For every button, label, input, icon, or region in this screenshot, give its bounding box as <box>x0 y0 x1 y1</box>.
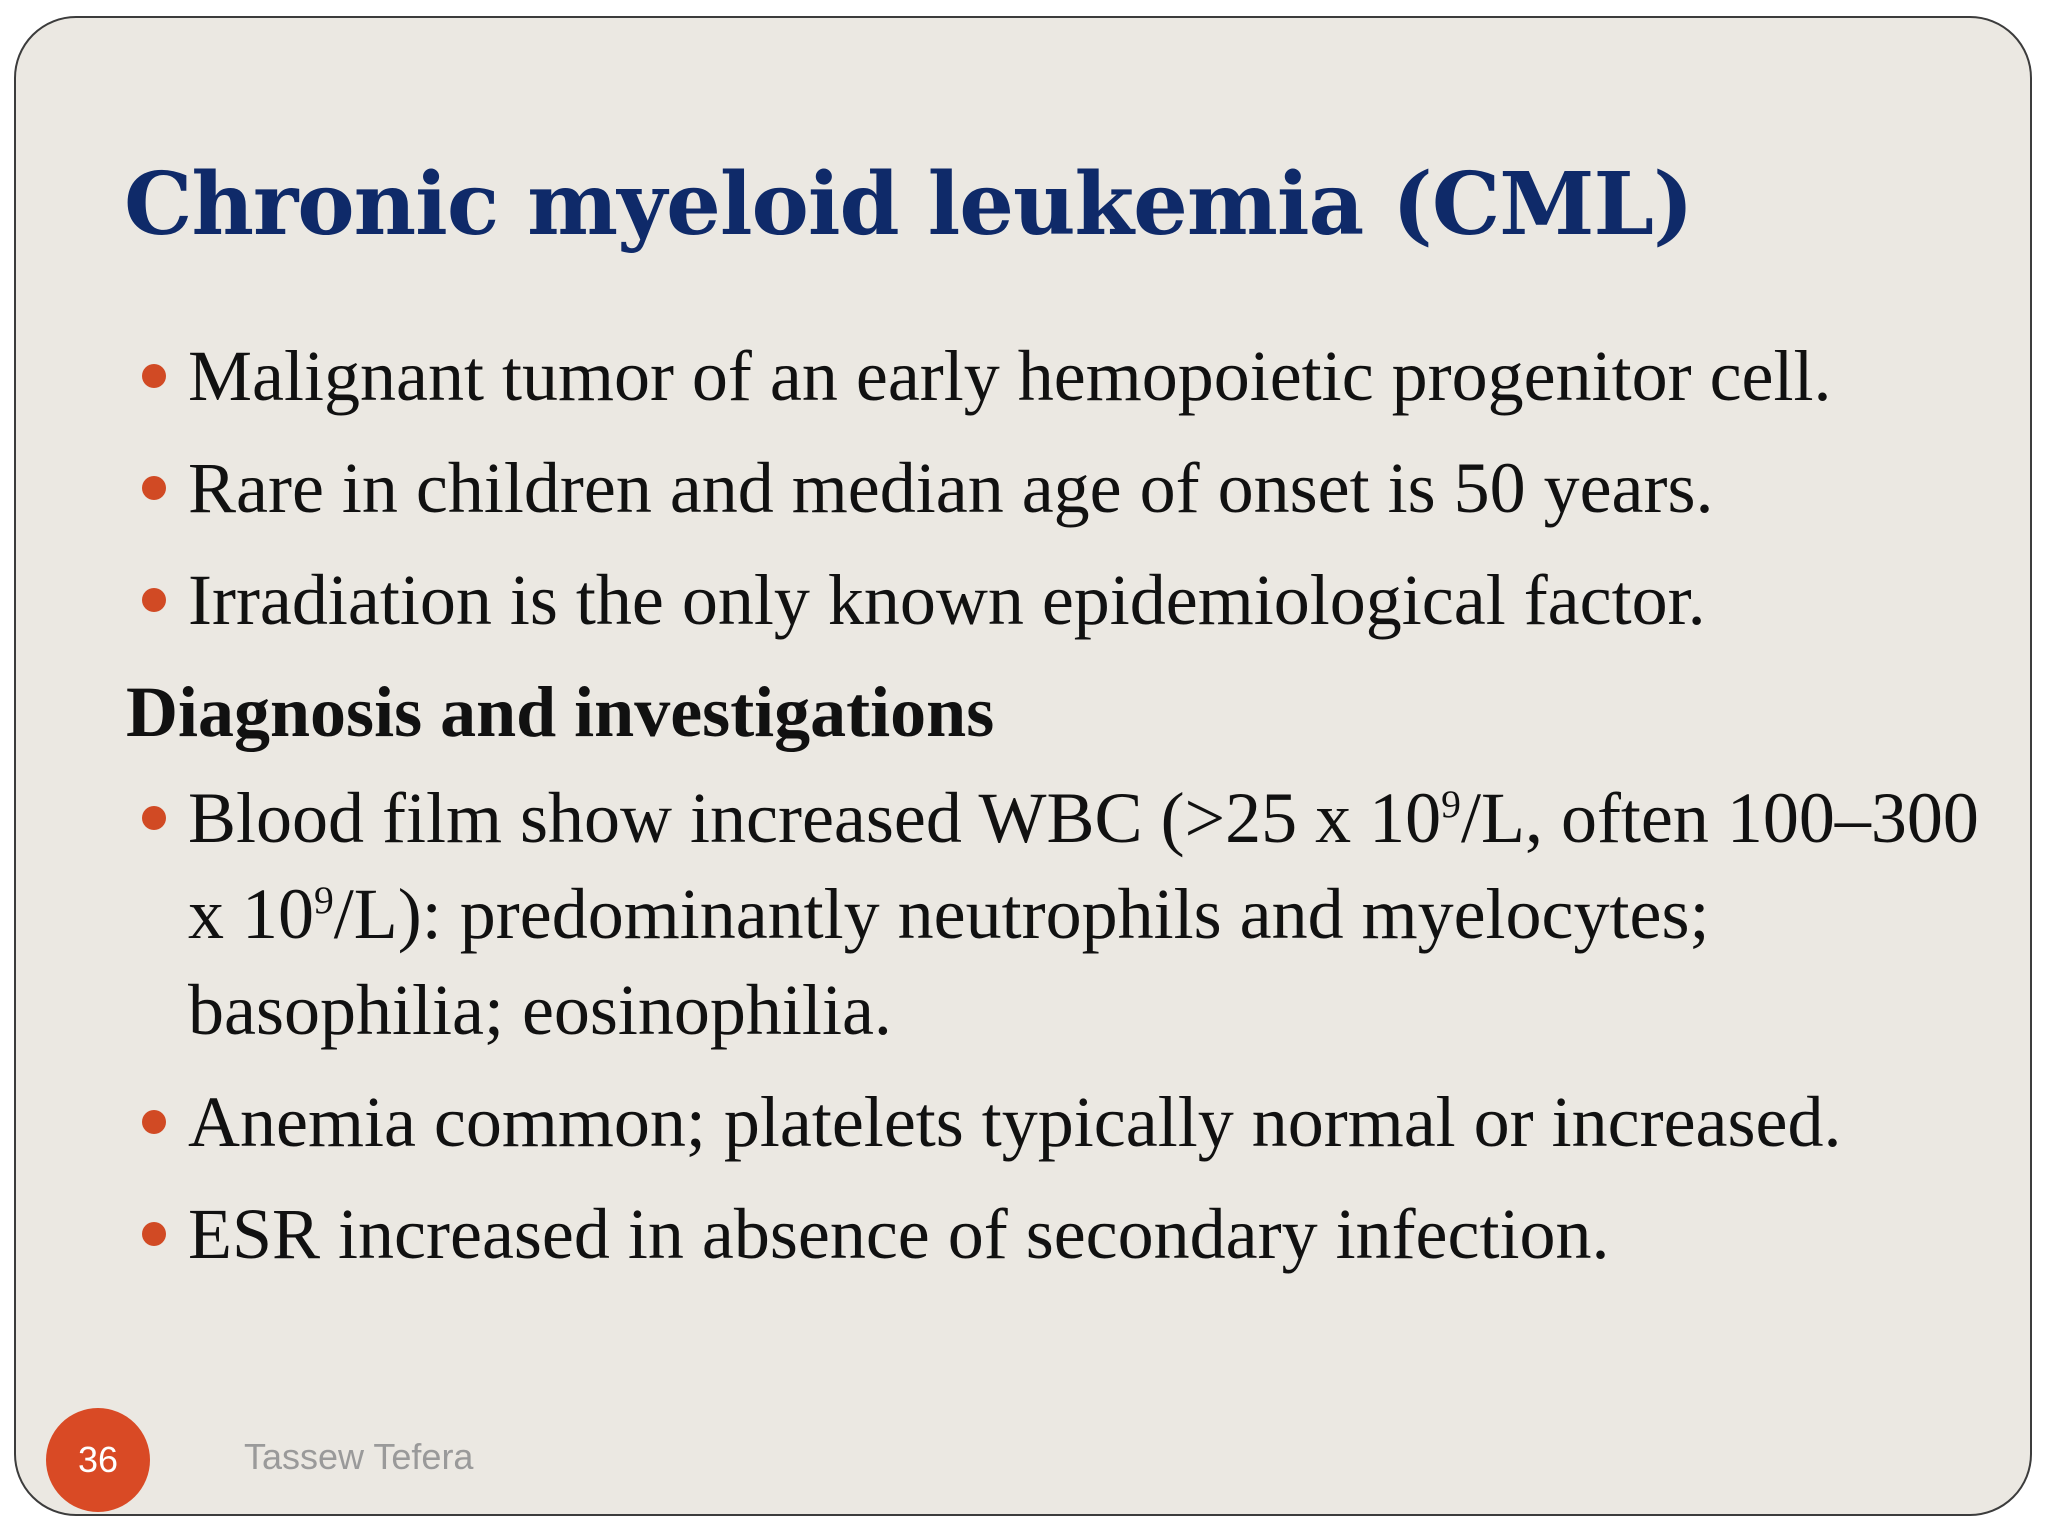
blood-film-text-1: Blood film show increased WBC (>25 x 10 <box>188 778 1442 858</box>
bullet-rare-in-children <box>126 440 1986 536</box>
page-number-badge: 36 <box>46 1408 150 1512</box>
section-heading-diagnosis: Diagnosis and investigations <box>126 672 995 752</box>
bullet-text <box>188 778 1979 1050</box>
author-footer: Tassew Tefera <box>244 1436 474 1477</box>
bullet-text: ESR increased in absence of secondary infection. <box>188 1194 1610 1274</box>
blood-film-text-2: /L, often 100–300 x 10 <box>188 778 1979 954</box>
bullet-blood-film <box>126 770 1986 1058</box>
slide-content <box>126 328 1986 1298</box>
bullet-dot-icon <box>142 476 166 500</box>
bullet-dot-icon <box>142 806 166 830</box>
bullet-list-diagnosis <box>126 770 1986 1282</box>
bullet-list-intro <box>126 328 1986 648</box>
bullet-text: Irradiation is the only known epidemiological factor. <box>188 560 1706 640</box>
bullet-text: Malignant tumor of an early hemopoietic progenitor cell. <box>188 336 1832 416</box>
bullet-esr <box>126 1186 1986 1282</box>
bullet-anemia <box>126 1074 1986 1170</box>
bullet-text: Rare in children and median age of onset is 50 years. <box>188 448 1714 528</box>
superscript-exponent: 9 <box>314 878 334 922</box>
bullet-text: Anemia common; platelets typically normal or increased. <box>188 1082 1842 1162</box>
bullet-dot-icon <box>142 364 166 388</box>
slide-title: Chronic myeloid leukemia (CML) <box>124 154 1693 255</box>
slide <box>14 16 2032 1516</box>
bullet-malignant-tumor <box>126 328 1986 424</box>
superscript-exponent: 9 <box>1441 782 1461 826</box>
bullet-dot-icon <box>142 1110 166 1134</box>
bullet-dot-icon <box>142 588 166 612</box>
bullet-irradiation <box>126 552 1986 648</box>
bullet-dot-icon <box>142 1222 166 1246</box>
blood-film-text-3: /L): predominantly neutrophils and myelocytes; basophilia; eosinophilia. <box>188 874 1710 1050</box>
